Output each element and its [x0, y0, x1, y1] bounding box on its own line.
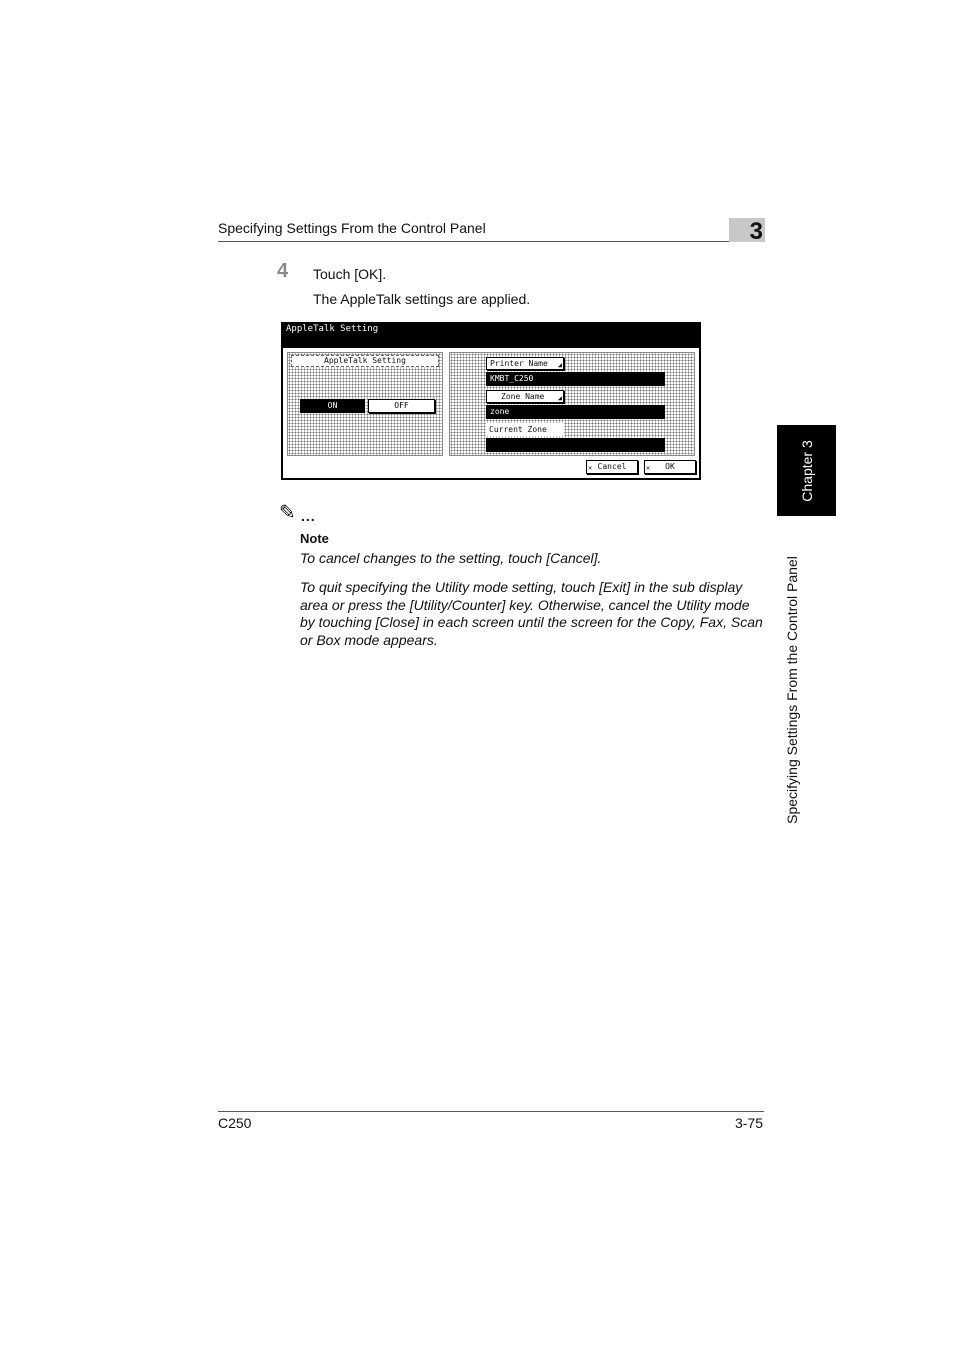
screen-title: AppleTalk Setting [286, 324, 379, 334]
side-tab-chapter-label [777, 425, 836, 516]
footer-model: C250 [218, 1115, 252, 1131]
appletalk-toggle-group [287, 352, 443, 456]
cancel-label: Cancel [597, 462, 627, 471]
appletalk-setting-screen [281, 322, 701, 480]
chapter-number: 3 [749, 218, 763, 245]
corner-arrow-icon: ◢ [557, 361, 562, 369]
zone-name-value: zone [486, 405, 665, 419]
header-divider [218, 241, 764, 242]
zone-name-label: Zone Name [501, 392, 545, 401]
appletalk-fields-group [449, 352, 695, 456]
ok-label: OK [665, 462, 675, 471]
zone-name-button[interactable] [486, 390, 564, 403]
close-icon: ✕ [646, 464, 651, 472]
chapter-number-badge [729, 218, 765, 245]
note-paragraph: To cancel changes to the setting, touch [Cancel]. [300, 550, 602, 566]
footer-divider [218, 1111, 764, 1112]
current-zone-value [486, 438, 665, 452]
printer-name-label: Printer Name [490, 359, 548, 368]
step-number: 4 [277, 260, 289, 282]
current-zone-label: Current Zone [486, 423, 564, 436]
note-title: Note [300, 531, 329, 546]
running-header-title: Specifying Settings From the Control Panel [218, 220, 486, 236]
side-section-title [777, 530, 807, 850]
side-section-text: Specifying Settings From the Control Panel [784, 556, 800, 824]
step-result: The AppleTalk settings are applied. [313, 291, 531, 307]
screen-body [283, 348, 699, 478]
note-paragraph: To quit specifying the Utility mode setting, touch [Exit] in the sub display area or press the [Utility/Counter] key. Otherwise, cancel the Utility mode by touching [Close] in each screen until the screen for the Copy, Fax, Scan or Box mode appears. [300, 579, 763, 648]
on-button[interactable]: ON [300, 399, 365, 413]
cancel-button[interactable] [586, 460, 638, 474]
printer-name-value: KMBT_C250 [486, 372, 665, 386]
pencil-icon: ✎ [279, 502, 296, 524]
close-icon: ✕ [588, 464, 593, 472]
note-ellipsis: ... [301, 508, 316, 524]
page-number: 3-75 [734, 1115, 763, 1131]
printer-name-button[interactable] [486, 357, 564, 370]
corner-arrow-icon: ◢ [557, 394, 562, 402]
ok-button[interactable] [644, 460, 696, 474]
appletalk-group-label: AppleTalk Setting [291, 355, 439, 367]
side-chapter-text: Chapter 3 [798, 439, 815, 502]
off-button[interactable]: OFF [368, 399, 435, 413]
step-instruction: Touch [OK]. [313, 266, 387, 282]
